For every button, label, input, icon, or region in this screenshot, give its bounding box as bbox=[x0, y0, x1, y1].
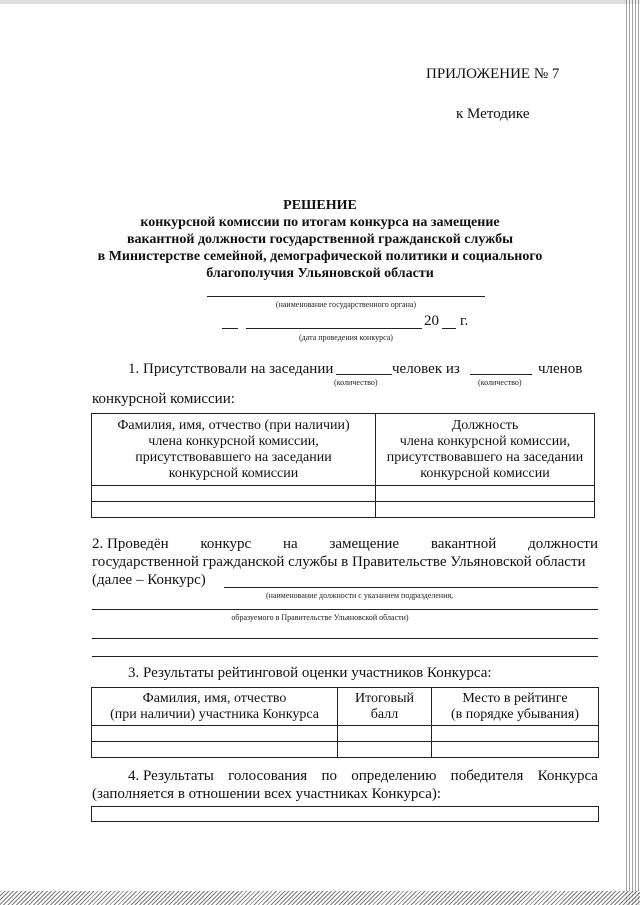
table-row[interactable] bbox=[92, 742, 599, 758]
date-year-suffix: г. bbox=[460, 313, 469, 329]
scan-right-edge bbox=[626, 0, 640, 905]
section1-text-a: 1. Присутствовали на заседании bbox=[128, 361, 334, 377]
table2-header-name: Фамилия, имя, отчество (при наличии) участника Конкурса bbox=[92, 688, 338, 726]
table-cell[interactable] bbox=[338, 742, 432, 758]
table-row[interactable] bbox=[92, 726, 599, 742]
table-cell[interactable] bbox=[92, 742, 338, 758]
table-cell[interactable] bbox=[376, 502, 595, 518]
section2-line-2: государственной гражданской службы в Правительстве Ульяновской области bbox=[92, 554, 586, 570]
position-name-line-4[interactable] bbox=[92, 656, 598, 657]
table-cell[interactable] bbox=[92, 726, 338, 742]
table-cell[interactable] bbox=[92, 502, 376, 518]
qty-caption-2: (количество) bbox=[478, 378, 522, 387]
position-caption-1: (наименование должности с указанием подразделения, bbox=[266, 591, 454, 600]
title-line-1: конкурсной комиссии по итогам конкурса на замещение bbox=[140, 215, 500, 230]
table2-header-place: Место в рейтинге (в порядке убывания) bbox=[432, 688, 599, 726]
org-name-caption: (наименование государственного органа) bbox=[275, 300, 417, 309]
commission-members-table bbox=[91, 413, 595, 518]
rating-table bbox=[91, 687, 599, 758]
appendix-label: ПРИЛОЖЕНИЕ № 7 bbox=[426, 66, 560, 82]
table-cell[interactable] bbox=[92, 486, 376, 502]
date-day-line[interactable] bbox=[222, 328, 238, 329]
position-name-line-1[interactable] bbox=[224, 587, 598, 588]
table-cell[interactable] bbox=[376, 486, 595, 502]
title-line-4: благополучия Ульяновской области bbox=[206, 266, 434, 281]
org-name-line[interactable] bbox=[207, 296, 485, 297]
date-caption: (дата проведения конкурса) bbox=[299, 333, 393, 342]
section4-line-2: (заполняется в отношении всех участниках Конкурса): bbox=[92, 786, 442, 802]
voting-results-box[interactable] bbox=[91, 806, 599, 822]
table-cell[interactable] bbox=[432, 726, 599, 742]
section2-line-3: (далее – Конкурс) bbox=[92, 572, 206, 588]
to-method-label: к Методике bbox=[456, 106, 530, 122]
section1-text-c: членов bbox=[538, 361, 583, 377]
table-cell[interactable] bbox=[432, 742, 599, 758]
table-cell[interactable] bbox=[338, 726, 432, 742]
qty-caption-1: (количество) bbox=[334, 378, 378, 387]
title-line-3: в Министерстве семейной, демографической политики и социального bbox=[97, 249, 543, 264]
table1-header-position: Должность члена конкурсной комиссии, присутствовавшего на заседании конкурсной комиссии bbox=[376, 414, 595, 486]
scan-bottom-edge bbox=[0, 891, 640, 905]
date-year-line[interactable] bbox=[442, 328, 456, 329]
position-name-line-2[interactable] bbox=[92, 609, 598, 610]
section3-text: 3. Результаты рейтинговой оценки участников Конкурса: bbox=[128, 665, 492, 681]
present-count-line[interactable] bbox=[336, 374, 392, 375]
table1-header-name: Фамилия, имя, отчество (при наличии) члена конкурсной комиссии, присутствовавшего на заседании конкурсной комиссии bbox=[92, 414, 376, 486]
decision-title: РЕШЕНИЕ bbox=[283, 198, 357, 213]
section1-text-b: человек из bbox=[392, 361, 460, 377]
date-month-line[interactable] bbox=[246, 328, 422, 329]
table2-header-score: Итоговый балл bbox=[338, 688, 432, 726]
table-row[interactable] bbox=[92, 486, 595, 502]
section2-line-1: 2. Проведён конкурс на замещение вакантной должности bbox=[92, 536, 598, 552]
table-row[interactable] bbox=[92, 502, 595, 518]
section4-line-1: 4. Результаты голосования по определению победителя Конкурса bbox=[128, 768, 598, 784]
scan-top-edge bbox=[0, 0, 640, 4]
section1-text-d: конкурсной комиссии: bbox=[92, 391, 235, 407]
title-line-2: вакантной должности государственной гражданской службы bbox=[126, 232, 514, 247]
position-caption-2: образуемого в Правительстве Ульяновской области) bbox=[231, 613, 409, 622]
date-year-prefix: 20 bbox=[424, 313, 439, 329]
position-name-line-3[interactable] bbox=[92, 638, 598, 639]
total-count-line[interactable] bbox=[470, 374, 532, 375]
